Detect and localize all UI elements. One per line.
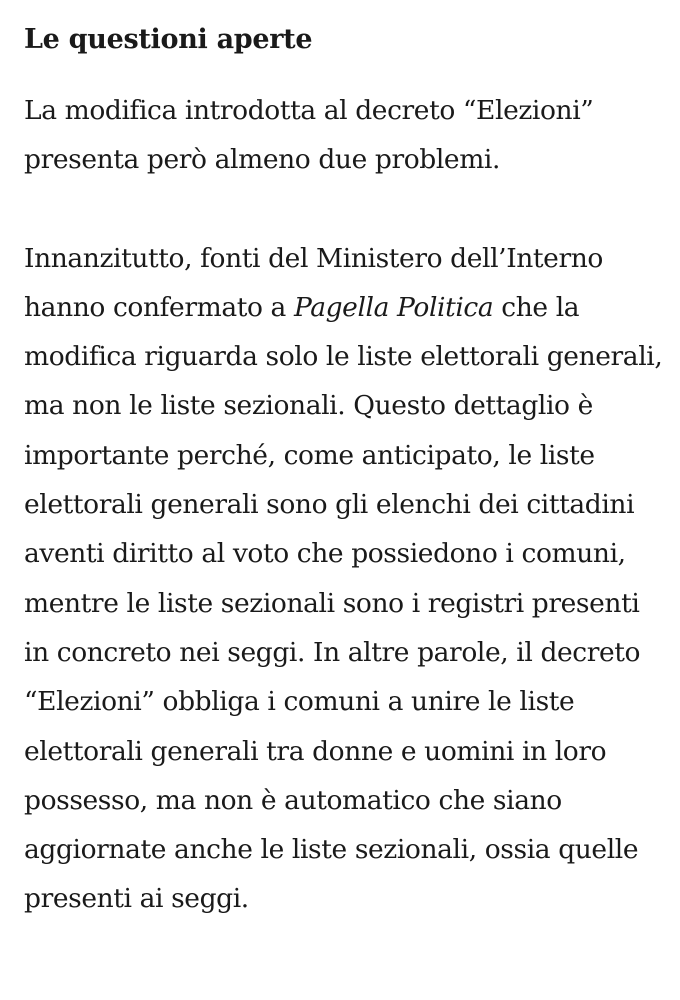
article-body (24, 18, 664, 924)
publication-name: Pagella Politica (293, 291, 494, 323)
paragraph-details-text-end: che la modifica riguarda solo le liste elettorali generali, ma non le liste sezionali. Questo dettaglio è importante perché, come anticipato, le liste elettorali generali sono gli elenchi dei cittadini aventi diritto al voto che possiedono i comuni, mentre le liste sezionali sono i registri presenti in concreto nei seggi. In altre parole, il decreto “Elezioni” obbliga i comuni a unire le liste elettorali generali tra donne e uomini in loro possesso, ma non è automatico che siano aggiornate anche le liste sezionali, ossia quelle presenti ai seggi. (24, 291, 663, 915)
paragraph-details-text-start: Innanzitutto, fonti del Ministero dell’Interno hanno confermato a (24, 242, 603, 323)
section-heading: Le questioni aperte (24, 24, 313, 55)
paragraph-details (24, 234, 664, 924)
paragraph-intro: La modifica introdotta al decreto “Elezioni” presenta però almeno due problemi. (24, 95, 594, 176)
